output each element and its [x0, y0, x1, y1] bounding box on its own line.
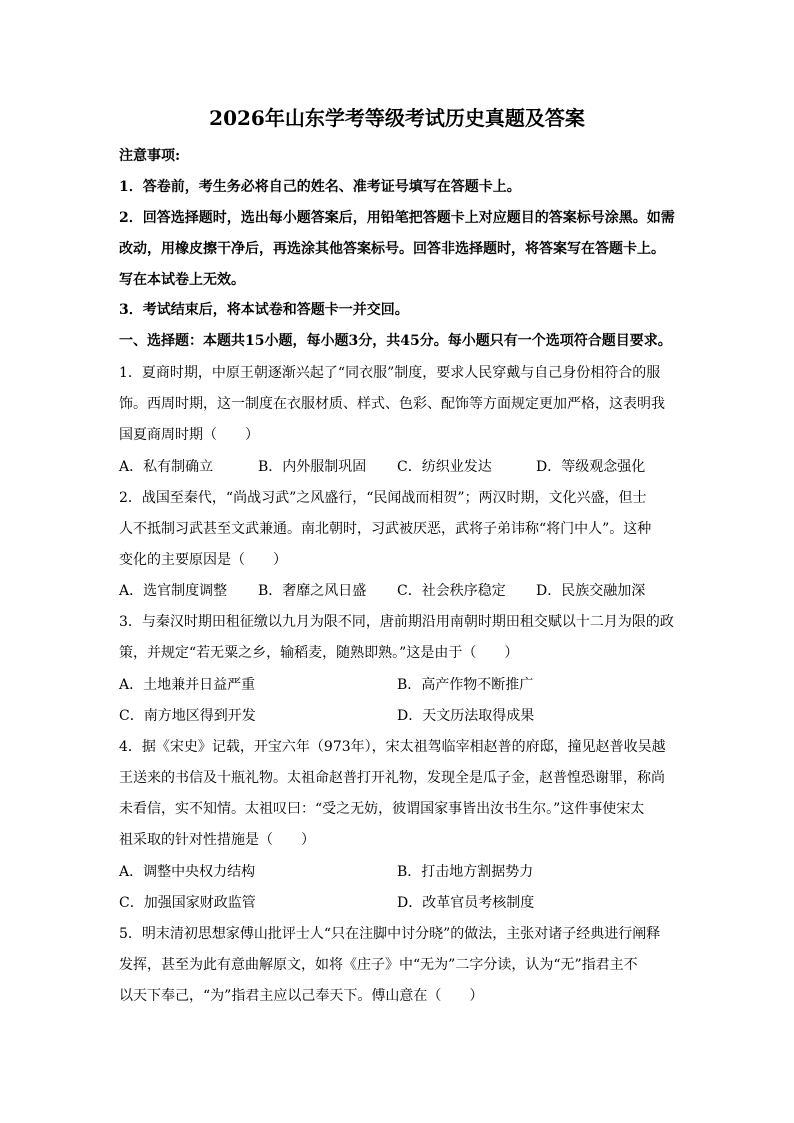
question-1-option-b: B．内外服制巩固 — [258, 459, 367, 475]
notice-item: 改动，用橡皮擦干净后，再选涂其他答案标号。回答非选择题时，将答案写在答题卡上。 — [119, 241, 665, 257]
question-1-option-c: C．纺织业发达 — [397, 459, 492, 475]
question-2-line: 人不抵制习武甚至文武兼通。南北朝时，习武被厌恶，武将子弟讳称“将门中人”。这种 — [119, 521, 652, 537]
question-3-line: 3．与秦汉时期田租征缴以九月为限不同，唐前期沿用南朝时期田租交赋以十二月为限的政 — [119, 614, 674, 630]
question-3-line: 策，并规定“若无粟之乡，输稻麦，随熟即熟。”这是由于（ ） — [119, 645, 519, 661]
question-4-option-d: D．改革官员考核制度 — [397, 895, 535, 911]
question-4-option-c: C．加强国家财政监管 — [119, 895, 256, 911]
section-heading: 一、选择题：本题共15小题，每小题3分，共45分。每小题只有一个选项符合题目要求。 — [119, 333, 672, 349]
question-4-line: 未看信，实不知情。太祖叹曰：“受之无妨，彼谓国家事皆出汝书生尔。”这件事使宋太 — [119, 801, 645, 817]
question-3-option-d: D．天文历法取得成果 — [397, 708, 535, 724]
question-2-line: 变化的主要原因是（ ） — [119, 552, 287, 568]
question-3-option-c: C．南方地区得到开发 — [119, 708, 256, 724]
notice-item: 1．答卷前，考生务必将自己的姓名、准考证号填写在答题卡上。 — [119, 179, 521, 195]
question-5-line: 发挥，甚至为此有意曲解原文，如将《庄子》中“无为”二字分读，认为“无”指君主不 — [119, 957, 638, 973]
notice-item: 3．考试结束后，将本试卷和答题卡一并交回。 — [119, 302, 409, 318]
notice-item: 写在本试卷上无效。 — [119, 272, 245, 288]
question-3-option-b: B．高产作物不断推广 — [397, 677, 534, 693]
question-1-line: 国夏商周时期（ ） — [119, 427, 259, 443]
question-1-line: 饰。西周时期，这一制度在衣服材质、样式、色彩、配饰等方面规定更加严格，这表明我 — [119, 396, 665, 412]
question-2-option-d: D．民族交融加深 — [536, 583, 646, 599]
question-4-option-b: B．打击地方割据势力 — [397, 864, 534, 880]
page-title: 2026年山东学考等级考试历史真题及答案 — [209, 106, 585, 130]
question-1-line: 1．夏商时期，中原王朝逐渐兴起了“同衣服”制度，要求人民穿戴与自己身份相符合的服 — [119, 365, 661, 381]
question-2-option-b: B．奢靡之风日盛 — [258, 583, 367, 599]
question-4-line: 4．据《宋史》记载，开宝六年（973年），宋太祖驾临宰相赵普的府邸，撞见赵普收吴越 — [119, 739, 666, 755]
question-4-line: 祖采取的针对性措施是（ ） — [119, 832, 315, 848]
question-4-option-a: A．调整中央权力结构 — [119, 864, 256, 880]
question-4-line: 王送来的书信及十瓶礼物。太祖命赵普打开礼物，发现全是瓜子金，赵普惶恐谢罪，称尚 — [119, 770, 665, 786]
question-2-option-a: A．选官制度调整 — [119, 583, 228, 599]
question-5-line: 5．明末清初思想家傅山批评士人“只在注脚中讨分晓”的做法，主张对诸子经典进行阐释 — [119, 926, 661, 942]
question-3-option-a: A．土地兼并日益严重 — [119, 677, 256, 693]
question-1-option-d: D．等级观念强化 — [536, 459, 646, 475]
question-2-line: 2．战国至秦代，“尚战习武”之风盛行，“民闻战而相贺”；两汉时期，文化兴盛，但士 — [119, 490, 647, 506]
question-1-option-a: A．私有制确立 — [119, 459, 214, 475]
question-2-option-c: C．社会秩序稳定 — [397, 583, 506, 599]
notice-heading: 注意事项: — [119, 148, 181, 164]
notice-item: 2．回答选择题时，选出每小题答案后，用铅笔把答题卡上对应题目的答案标号涂黑。如需 — [119, 210, 675, 226]
question-5-line: 以天下奉己，“为”指君主应以己奉天下。傅山意在（ ） — [119, 988, 484, 1004]
